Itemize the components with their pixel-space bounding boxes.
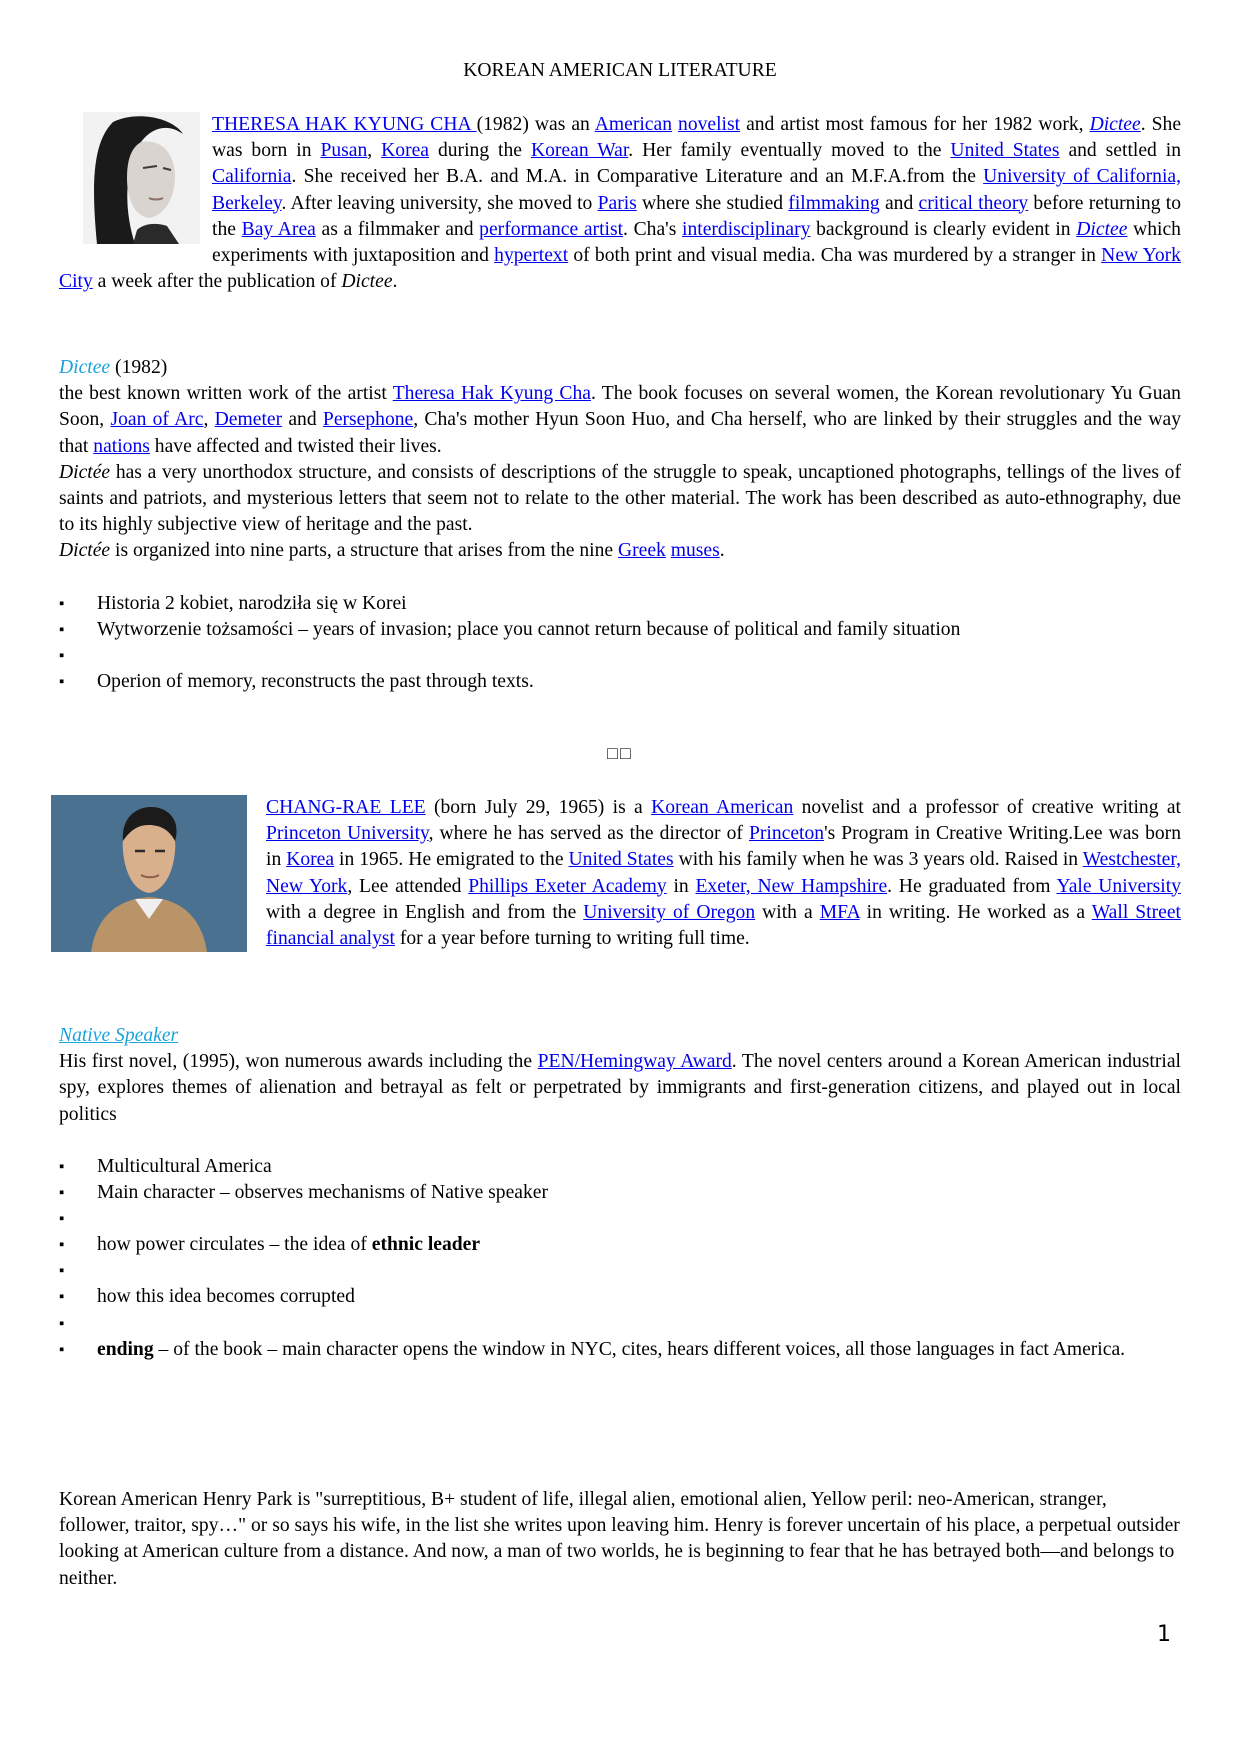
list-item: ▪ Historia 2 kobiet, narodziła się w Korei — [59, 591, 1181, 617]
dictee-paragraph-3: Dictée is organized into nine parts, a structure that arises from the nine Greek muses. — [59, 540, 725, 562]
closing-paragraph: Korean American Henry Park is "surreptitious, B+ student of life, illegal alien, emotional alien, Yellow peril: neo-American, stranger, follower, traitor, spy…" or so says his wife, in the list she writes upon leaving him. Henry is forever uncertain of his place, a perpetual outsider looking at American culture from a distance. And now, a man of two worlds, he is beginning to fear that he has betrayed both—and belongs to neither. — [59, 1489, 1180, 1589]
native-speaker-notes-list — [59, 1154, 1181, 1363]
link-university-of-oregon[interactable]: University of Oregon — [583, 901, 756, 923]
link-korean-war[interactable]: Korean War — [530, 140, 629, 162]
dictee-notes-list — [59, 591, 1181, 696]
list-item: ▪ how power circulates – the idea of ethnic leader — [59, 1232, 1181, 1258]
lee-bio-paragraph: CHANG-RAE LEE (born July 29, 1965) is a Korean American novelist and a professor of creative writing at Princeton University, where he has served as the director of Princeton's Program in Creative Writing.Lee was born in Korea in 1965. He emigrated to the United States with his family when he was 3 years old. Raised in Westchester, New York, Lee attended Phillips Exeter Academy in Exeter, New Hampshire. He graduated from Yale University with a degree in English and from the University of Oregon with a MFA in writing. He worked as a Wall Street financial analyst for a year before turning to writing full time. — [266, 797, 1181, 950]
placeholder-glyphs: □□ — [607, 743, 633, 763]
list-item: ▪ Multicultural America — [59, 1154, 1181, 1180]
link-princeton[interactable]: Princeton — [748, 823, 825, 845]
link-theresa-cha[interactable]: Theresa Hak Kyung Cha — [392, 383, 591, 405]
link-paris[interactable]: Paris — [597, 192, 637, 214]
link-phillips-exeter[interactable]: Phillips Exeter Academy — [468, 875, 667, 897]
link-korean-american[interactable]: Korean American — [651, 797, 794, 818]
dictee-section — [59, 355, 1181, 695]
link-novelist[interactable]: novelist — [678, 114, 741, 135]
dictee-heading: Dictee — [59, 357, 111, 378]
link-nations[interactable]: nations — [93, 435, 150, 457]
link-uc-berkeley[interactable]: University of California, Berkeley — [212, 166, 1181, 214]
link-theresa-hak-kyung-cha[interactable]: THERESA HAK KYUNG CHA — [212, 114, 477, 135]
native-speaker-paragraph: His first novel, (1995), won numerous awards including the PEN/Hemingway Award. The novel centers around a Korean American industrial spy, explores themes of alienation and betrayal as felt or perpetrated by immigrants and first-generation citizens, and played out in local politics — [59, 1051, 1181, 1125]
link-muses[interactable]: muses — [670, 540, 720, 562]
dictee-heading-line: Dictee (1982) — [59, 357, 168, 378]
link-native-speaker[interactable]: Native Speaker — [59, 1025, 179, 1046]
link-bay-area[interactable]: Bay Area — [241, 218, 316, 240]
link-joan-of-arc[interactable]: Joan of Arc — [110, 409, 204, 431]
lee-portrait-photo — [51, 795, 247, 952]
list-item: ▪ ending – of the book – main character opens the window in NYC, cites, hears different voices, all those languages in fact America. — [59, 1337, 1181, 1363]
page-title: KOREAN AMERICAN LITERATURE — [463, 60, 777, 81]
list-item: ▪ how this idea becomes corrupted — [59, 1284, 1181, 1310]
list-item: ▪ Operion of memory, reconstructs the past through texts. — [59, 669, 1181, 695]
link-demeter[interactable]: Demeter — [214, 409, 283, 431]
link-mfa[interactable]: MFA — [819, 901, 860, 923]
link-united-states-2[interactable]: United States — [568, 849, 674, 871]
link-critical-theory[interactable]: critical theory — [918, 192, 1029, 214]
link-new-york-city[interactable]: New York City — [59, 245, 1181, 293]
list-item: ▪ Wytworzenie tożsamości – years of invasion; place you cannot return because of political and family situation — [59, 617, 1181, 643]
link-pusan[interactable]: Pusan — [320, 140, 368, 162]
link-korea[interactable]: Korea — [381, 140, 430, 162]
link-wall-street[interactable]: Wall Street — [1091, 901, 1181, 923]
cha-section — [59, 112, 1181, 295]
lee-section — [59, 795, 1181, 958]
dictee-paragraph-1: the best known written work of the artist Theresa Hak Kyung Cha. The book focuses on several women, the Korean revolutionary Yu Guan Soon, Joan of Arc, Demeter and Persephone, Cha's mother Hyun Soon Huo, and Cha herself, who are linked by their struggles and the way that nations have affected and twisted their lives. — [59, 383, 1182, 457]
link-hypertext[interactable]: hypertext — [494, 245, 569, 267]
link-exeter-nh[interactable]: Exeter, New Hampshire — [695, 875, 888, 897]
cha-bio-paragraph: THERESA HAK KYUNG CHA (1982) was an American novelist and artist most famous for her 1982 work, Dictee. She was born in Pusan, Korea during the Korean War. Her family eventually moved to the United States and settled in California. She received her B.A. and M.A. in Comparative Literature and an M.F.A.from the University of California, Berkeley. After leaving university, she moved to Paris where she studied filmmaking and critical theory before returning to the Bay Area as a filmmaker and performance artist. Cha's interdisciplinary background is clearly evident in Dictee which experiments with juxtaposition and hypertext of both print and visual media. Cha was murdered by a stranger in New York City a week after the publication of Dictee. — [59, 114, 1182, 293]
list-item: ▪ Main character – observes mechanisms of Native speaker — [59, 1180, 1181, 1206]
portrait-image-icon — [51, 795, 247, 952]
link-dictee[interactable]: Dictee — [1089, 114, 1141, 135]
page-number: 1 — [1157, 1622, 1171, 1647]
link-persephone[interactable]: Persephone — [322, 409, 414, 431]
link-chang-rae-lee[interactable]: CHANG-RAE LEE — [266, 797, 426, 818]
native-speaker-section — [59, 1023, 1181, 1363]
link-filmmaking[interactable]: filmmaking — [788, 192, 880, 214]
link-westchester[interactable]: Westchester, New York — [266, 849, 1181, 897]
link-princeton-university[interactable]: Princeton University — [266, 823, 429, 845]
link-korea-2[interactable]: Korea — [286, 849, 335, 871]
link-dictee-2[interactable]: Dictee — [1076, 218, 1128, 240]
link-american[interactable]: American — [594, 114, 672, 135]
link-financial-analyst[interactable]: financial analyst — [266, 928, 395, 950]
link-california[interactable]: California — [212, 166, 292, 188]
cha-portrait-photo — [83, 112, 200, 244]
link-interdisciplinary[interactable]: interdisciplinary — [682, 218, 811, 240]
link-greek[interactable]: Greek — [617, 540, 666, 562]
link-united-states[interactable]: United States — [950, 140, 1060, 162]
portrait-image-icon — [83, 112, 200, 244]
native-speaker-heading-line — [59, 1023, 1181, 1049]
dictee-paragraph-2: Dictée has a very unorthodox structure, and consists of descriptions of the struggle to speak, uncaptioned photographs, tellings of the lives of saints and patriots, and mysterious letters that seem not to relate to the other material. The work has been described as auto-ethnography, due to its highly subjective view of heritage and the past. — [59, 461, 1181, 536]
link-performance-artist[interactable]: performance artist — [479, 218, 624, 240]
link-yale[interactable]: Yale University — [1056, 875, 1181, 897]
link-pen-hemingway[interactable]: PEN/Hemingway Award — [537, 1051, 732, 1073]
